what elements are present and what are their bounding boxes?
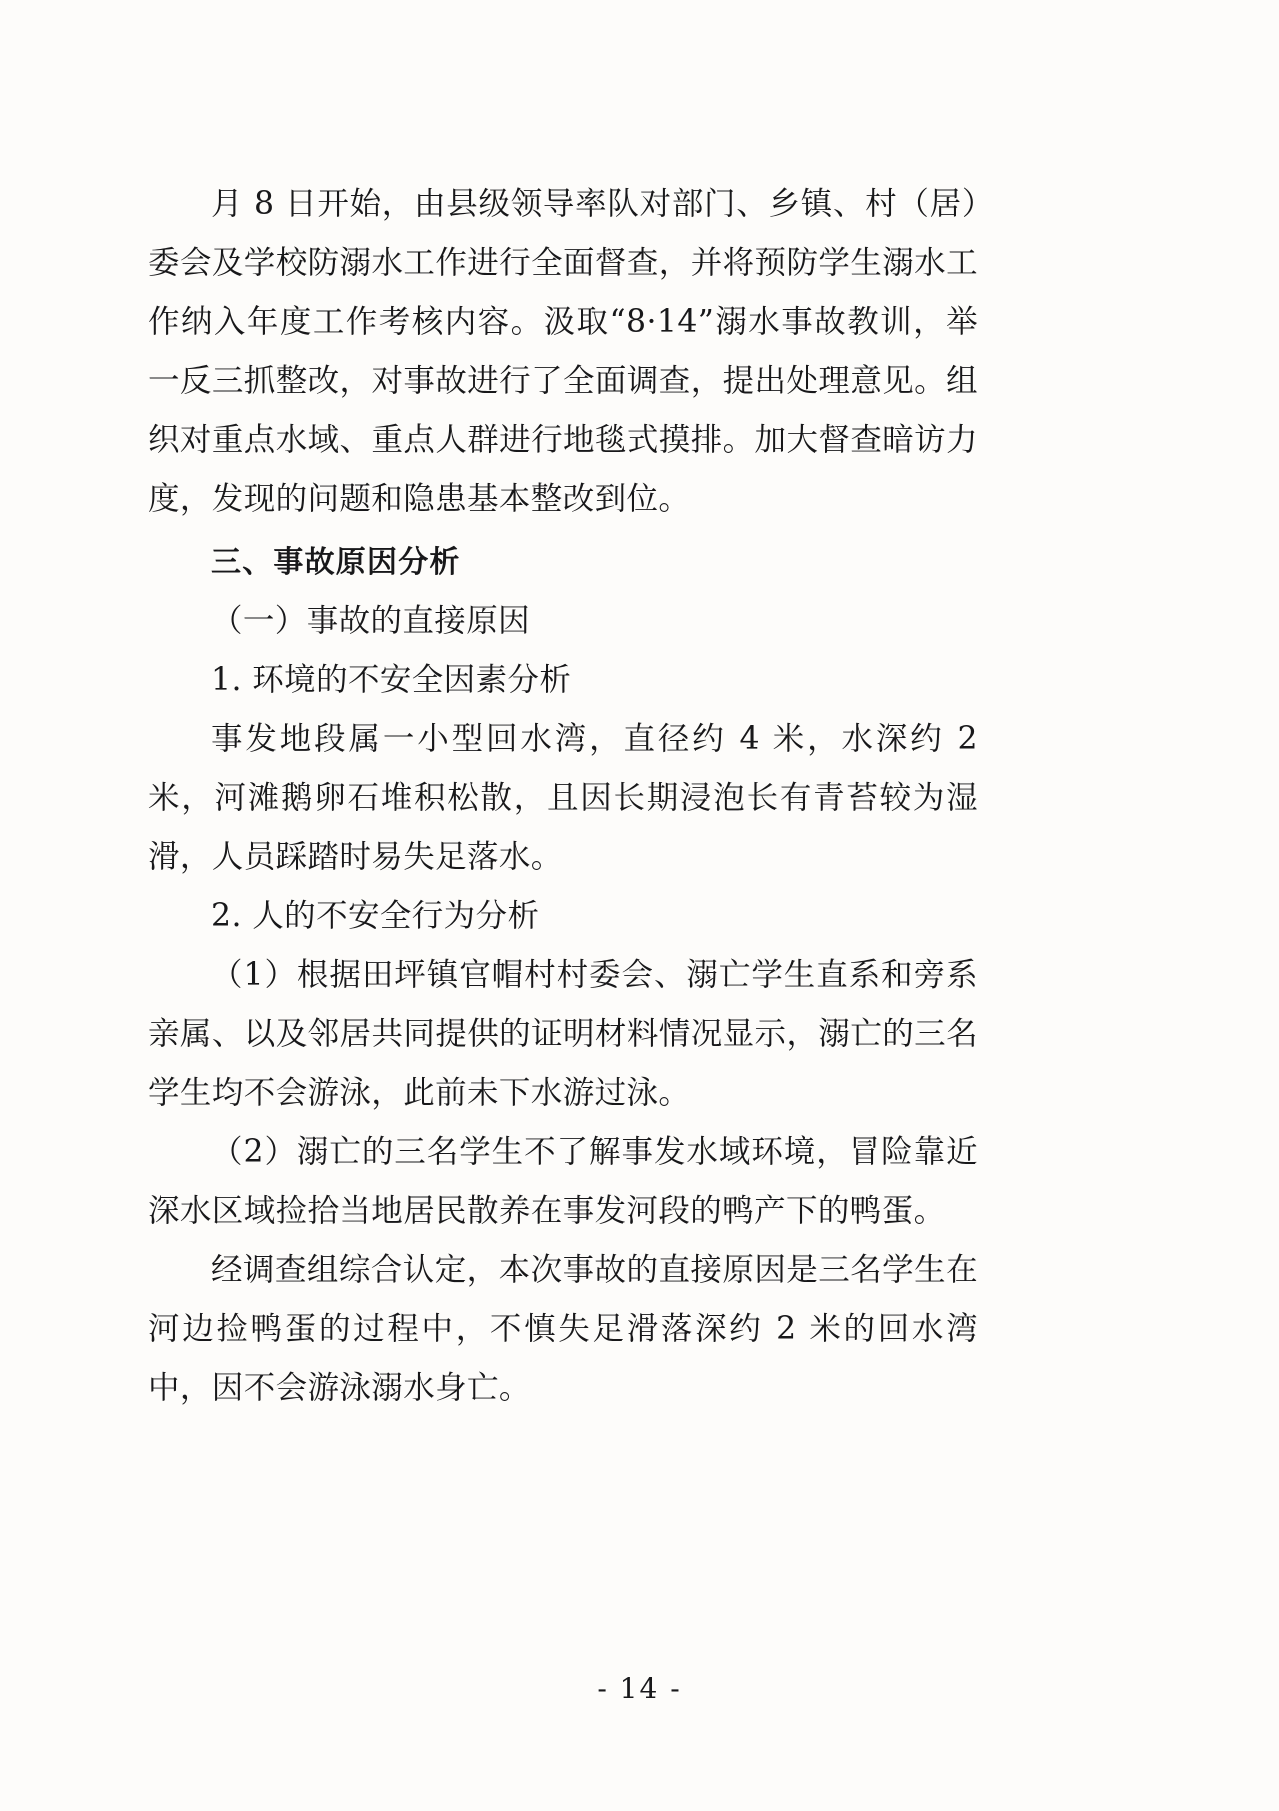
subsection-heading-direct-cause: （一）事故的直接原因 bbox=[211, 603, 531, 639]
page-number: - 14 - bbox=[597, 1672, 682, 1705]
list-item-environment-analysis: 1. 环境的不安全因素分析 bbox=[211, 662, 572, 698]
section-heading-cause-analysis: 三、事故原因分析 bbox=[211, 545, 461, 580]
paragraph-risk-behavior: （2）溺亡的三名学生不了解事发水域环境，冒险靠近深水区域捡拾当地居民散养在事发河段的鸭产下的鸭蛋。 bbox=[148, 1134, 978, 1229]
paragraph-conclusion: 经调查组综合认定，本次事故的直接原因是三名学生在河边捡鸭蛋的过程中，不慎失足滑落深约 2 米的回水湾中，因不会游泳溺水身亡。 bbox=[148, 1252, 978, 1406]
paragraph-evidence-statement: （1）根据田坪镇官帽村村委会、溺亡学生直系和旁系亲属、以及邻居共同提供的证明材料情况显示，溺亡的三名学生均不会游泳，此前未下水游过泳。 bbox=[148, 957, 978, 1111]
paragraph-environment-detail: 事发地段属一小型回水湾，直径约 4 米，水深约 2 米，河滩鹅卵石堆积松散，且因长期浸泡长有青苔较为湿滑，人员踩踏时易失足落水。 bbox=[148, 721, 978, 875]
list-item-human-behavior-analysis: 2. 人的不安全行为分析 bbox=[211, 898, 540, 934]
paragraph-continuation: 月 8 日开始，由县级领导率队对部门、乡镇、村（居）委会及学校防溺水工作进行全面督查，并将预防学生溺水工作纳入年度工作考核内容。汲取“8·14”溺水事故教训，举一反三抓整改，对事故进行了全面调查，提出处理意见。组织对重点水域、重点人群进行地毯式摸排。加大督查暗访力度，发现的问题和隐患基本整改到位。 bbox=[148, 186, 978, 517]
document-body bbox=[148, 175, 978, 1418]
